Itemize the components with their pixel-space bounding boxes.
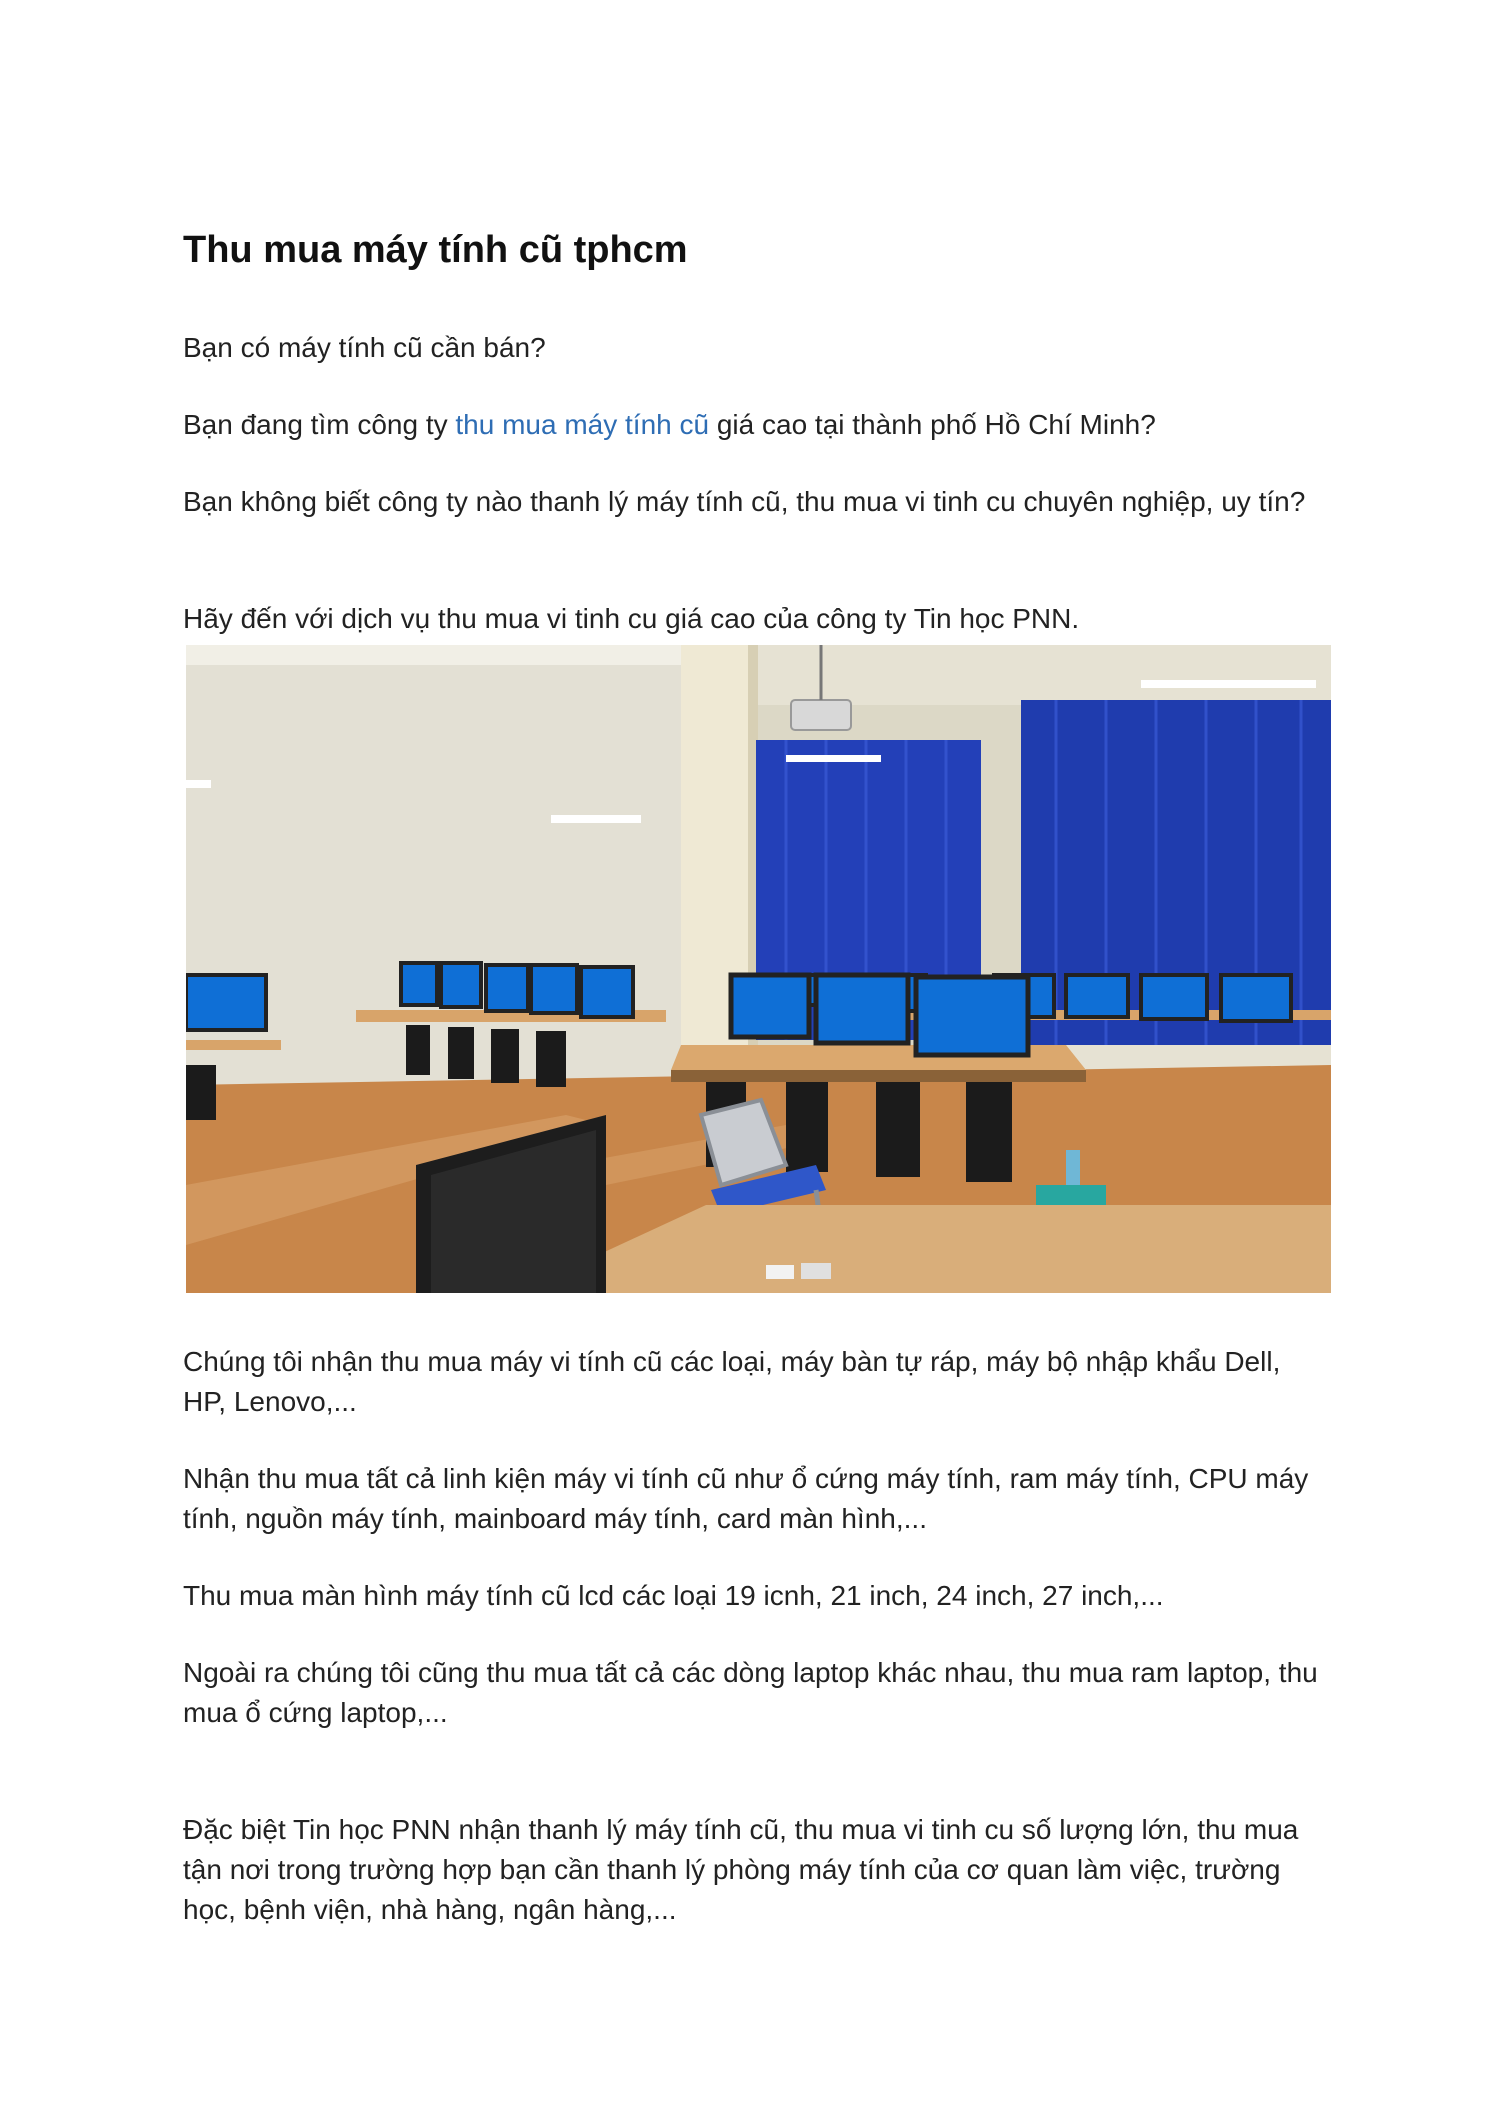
paragraph-text-after-link: giá cao tại thành phố Hồ Chí Minh? [709, 409, 1156, 440]
paragraph-find-company [183, 405, 1333, 445]
thu-mua-may-tinh-cu-link[interactable]: thu mua máy tính cũ [455, 409, 710, 440]
paragraph-which-company: Bạn không biết công ty nào thanh lý máy tính cũ, thu mua vi tinh cu chuyên nghiệp, uy tín? [183, 486, 1306, 517]
paragraph-buy-components: Nhận thu mua tất cả linh kiện máy vi tính cũ như ổ cứng máy tính, ram máy tính, CPU máy tính, nguồn máy tính, mainboard máy tính, card màn hình,... [183, 1463, 1309, 1534]
computer-lab-photo [186, 645, 1331, 1293]
paragraph-text-before-link: Bạn đang tìm công ty [183, 409, 456, 440]
paragraph-bulk-liquidation: Đặc biệt Tin học PNN nhận thanh lý máy tính cũ, thu mua vi tinh cu số lượng lớn, thu mua tận nơi trong trường hợp bạn cần thanh lý phòng máy tính của cơ quan làm việc, trường học, bệnh viện, nhà hàng, ngân hàng,... [183, 1814, 1299, 1925]
paragraph-question-sell: Bạn có máy tính cũ cần bán? [183, 332, 546, 363]
paragraph-buy-laptops: Ngoài ra chúng tôi cũng thu mua tất cả các dòng laptop khác nhau, thu mua ram laptop, thu mua ổ cứng laptop,... [183, 1657, 1318, 1728]
paragraph-buy-monitors: Thu mua màn hình máy tính cũ lcd các loại 19 icnh, 21 inch, 24 inch, 27 inch,... [183, 1580, 1164, 1611]
computer-lab-illustration [186, 645, 1331, 1293]
page-title: Thu mua máy tính cũ tphcm [183, 229, 688, 271]
paragraph-buy-computers: Chúng tôi nhận thu mua máy vi tính cũ các loại, máy bàn tự ráp, máy bộ nhập khẩu Dell, HP, Lenovo,... [183, 1346, 1281, 1417]
paragraph-pnn-service: Hãy đến với dịch vụ thu mua vi tinh cu giá cao của công ty Tin học PNN. [183, 603, 1080, 634]
